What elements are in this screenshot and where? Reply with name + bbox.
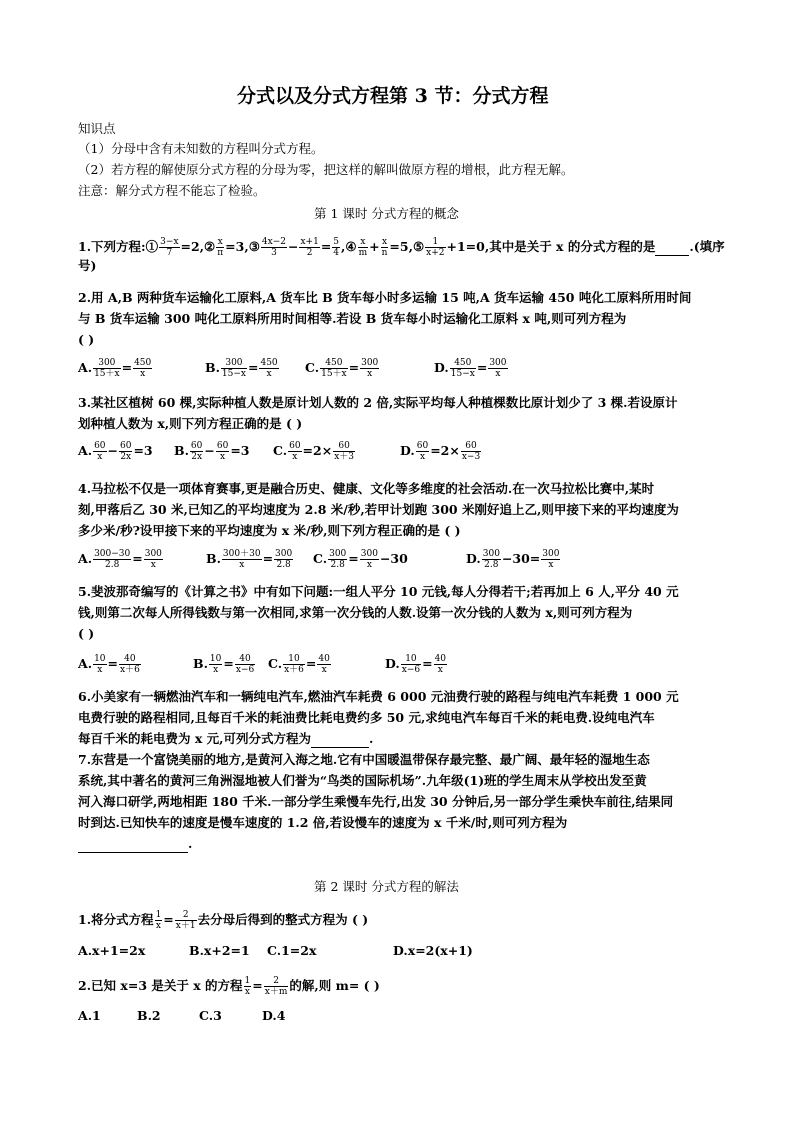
q1-text-8: +1=0,其中是关于 x 的分式方程的是 (446, 239, 656, 254)
q6-line3 (78, 731, 373, 748)
q5-option-a[interactable]: A. $\frac{10}{x}$ = $\frac{40}{x+6}$ (78, 654, 140, 675)
knowledge-point-1: （1）分母中含有未知数的方程叫分式方程。 (78, 141, 324, 156)
q1-prefix: 1.下列方程:① (78, 239, 159, 254)
q1-fraction-7: $\frac{x}{n}$ (381, 237, 388, 258)
q7-line5-tail: . (188, 836, 193, 851)
q4-option-c[interactable]: C. $\frac{300}{2.8}$ = $\frac{300}{x}$ −30 (313, 549, 408, 570)
s2q2-prefix: 2.已知 x=3 是关于 x 的方程 (78, 978, 243, 993)
s2q1-option-d[interactable]: D.x=2(x+1) (393, 943, 473, 958)
q3-option-b[interactable]: B. $\frac{60}{2x}$ − $\frac{60}{x}$ =3 (174, 441, 250, 462)
q6-line2: 电费行驶的路程相同,且每百千米的耗油费比耗电费约多 50 元,求纯电汽车每百千米的耗电费.设纯电汽车 (78, 710, 655, 725)
s2q2-left-fraction: $\frac{1}{x}$ (244, 976, 251, 997)
q2-line1: 2.用 A,B 两种货车运输化工原料,A 货车比 B 货车每小时多运输 15 吨,A 货车运输 450 吨化工原料所用时间 (78, 290, 692, 305)
q1-answer-blank[interactable] (655, 239, 689, 256)
q7-line3: 河入海口研学,两地相距 180 千米.一部分学生乘慢车先行,出发 30 分钟后,另一部分学生乘快车前往,结果同 (78, 794, 674, 809)
q4-line2: 刻,甲落后乙 30 米,已知乙的平均速度为 2.8 米/秒,若甲计划跑 300 米刚好追上乙,则甲接下来的平均速度为 (78, 502, 679, 517)
knowledge-point-2: （2）若方程的解使原分式方程的分母为零，把这样的解叫做原方程的增根，此方程无解。 (78, 162, 574, 177)
s2q2-suffix: 的解,则 m= ( ) (289, 978, 380, 993)
q1-text-4: = (320, 239, 332, 254)
q1-fraction-1: $\frac{3-x}{7}$ (160, 237, 179, 258)
q6-line3-tail: . (369, 731, 374, 746)
q1-fraction-2: $\frac{x}{\pi}$ (217, 237, 224, 258)
q1-text-5: ,④ (341, 239, 357, 254)
q4-line1: 4.马拉松不仅是一项体育赛事,更是融合历史、健康、文化等多维度的社会活动.在一次马拉松比赛中,某时 (78, 481, 655, 496)
q4-line3: 多少米/秒?设甲接下来的平均速度为 x 米/秒,则下列方程正确的是 ( ) (78, 523, 461, 538)
s2q2-option-a[interactable]: A.1 (78, 1008, 101, 1023)
knowledge-heading: 知识点 (78, 121, 116, 136)
q4-option-d[interactable]: D. $\frac{300}{2.8}$ −30= $\frac{300}{x}$ (466, 549, 560, 570)
q2-option-b[interactable]: B. $\frac{300}{15-x}$ = $\frac{450}{x}$ (205, 358, 278, 379)
q1-fraction-6: $\frac{x}{m}$ (358, 237, 368, 258)
q3-line2: 划种植人数为 x,则下列方程正确的是 ( ) (78, 416, 303, 431)
s2q1-equals: = (163, 912, 174, 927)
q5-option-c[interactable]: C. $\frac{10}{x+6}$ = $\frac{40}{x}$ (268, 654, 330, 675)
q5-line2: 钱,则第二次每人所得钱数与第一次相同,求第一次分钱的人数.设第一次分钱的人数为 x,则可列方程为 (78, 605, 633, 620)
s2q1-line (78, 910, 368, 931)
q1-text-7: =5,⑤ (389, 239, 425, 254)
q1-text-6: + (369, 239, 380, 254)
q1-text-1: =2,② (180, 239, 216, 254)
q1-line1 (78, 237, 725, 258)
q5-line3: ( ) (78, 626, 95, 641)
q7-line4: 时到达.已知快车的速度是慢车速度的 1.2 倍,若设慢车的速度为 x 千米/时,则可列方程为 (78, 815, 568, 830)
q1-text-3: − (287, 239, 299, 254)
q1-fraction-4: $\frac{x+1}{2}$ (300, 237, 319, 258)
s2q1-right-fraction: $\frac{2}{x+1}$ (175, 910, 196, 931)
q6-answer-blank[interactable] (311, 731, 369, 748)
page-title: 分式以及分式方程第 3 节：分式方程 (237, 85, 549, 107)
q2-option-a[interactable]: A. $\frac{300}{15+x}$ = $\frac{450}{x}$ (78, 358, 152, 379)
q5-line1: 5.斐波那奇编写的《计算之书》中有如下问题:一组人平分 10 元钱,每人分得若干;若再加上 6 人,平分 40 元 (78, 584, 679, 599)
s2q1-left-fraction: $\frac{1}{x}$ (155, 910, 162, 931)
q7-line5 (78, 836, 192, 853)
q3-option-c[interactable]: C. $\frac{60}{x}$ =2× $\frac{60}{x+3}$ (273, 441, 355, 462)
q1-text-2: =3,③ (225, 239, 260, 254)
s2q2-line (78, 976, 380, 997)
s2q2-right-fraction: $\frac{2}{x+m}$ (264, 976, 288, 997)
q4-option-b[interactable]: B. $\frac{300+30}{x}$ = $\frac{300}{2.8}$ (206, 549, 293, 570)
q1-fraction-8: $\frac{1}{x+2}$ (426, 237, 445, 258)
q6-line1: 6.小美家有一辆燃油汽车和一辆纯电汽车,燃油汽车耗费 6 000 元油费行驶的路程与纯电汽车耗费 1 000 元 (78, 689, 679, 704)
q1-fraction-3: $\frac{4x-2}{3}$ (261, 237, 286, 258)
q3-option-a[interactable]: A. $\frac{60}{x}$ − $\frac{60}{2x}$ =3 (78, 441, 153, 462)
s2q1-option-c[interactable]: C.1=2x (267, 943, 317, 958)
q2-option-d[interactable]: D. $\frac{450}{15-x}$ = $\frac{300}{x}$ (434, 358, 507, 379)
s2q2-equals: = (252, 978, 263, 993)
q1-tail: .(填序 (689, 239, 725, 254)
q5-option-b[interactable]: B. $\frac{10}{x}$ = $\frac{40}{x-6}$ (193, 654, 255, 675)
section-2-title: 第 2 课时 分式方程的解法 (314, 879, 459, 894)
s2q2-option-d[interactable]: D.4 (262, 1008, 286, 1023)
s2q1-option-b[interactable]: B.x+2=1 (189, 943, 250, 958)
s2q2-option-b[interactable]: B.2 (137, 1008, 161, 1023)
s2q1-option-a[interactable]: A.x+1=2x (78, 943, 146, 958)
q2-option-c[interactable]: C. $\frac{450}{15+x}$ = $\frac{300}{x}$ (305, 358, 379, 379)
s2q2-option-c[interactable]: C.3 (199, 1008, 222, 1023)
section-1-title: 第 1 课时 分式方程的概念 (314, 206, 459, 221)
q4-option-a[interactable]: A. $\frac{300-30}{2.8}$ = $\frac{300}{x}$ (78, 549, 162, 570)
q2-line2: 与 B 货车运输 300 吨化工原料所用时间相等.若设 B 货车每小时运输化工原料 x 吨,则可列方程为 (78, 311, 627, 326)
q1-fraction-5: $\frac{5}{4}$ (333, 237, 340, 258)
q7-line2: 系统,其中著名的黄河三角洲湿地被人们誉为“鸟类的国际机场”.九年级(1)班的学生周末从学校出发至黄 (78, 773, 647, 788)
q7-line1: 7.东营是一个富饶美丽的地方,是黄河入海之地.它有中国暖温带保存最完整、最广阔、最年轻的湿地生态 (78, 752, 650, 767)
knowledge-note: 注意：解分式方程不能忘了检验。 (78, 183, 266, 198)
q7-answer-blank[interactable] (78, 836, 188, 853)
s2q1-prefix: 1.将分式方程 (78, 912, 154, 927)
q1-line2: 号) (78, 258, 97, 273)
q3-line1: 3.某社区植树 60 棵,实际种植人数是原计划人数的 2 倍,实际平均每人种植棵数比原计划少了 3 棵.若设原计 (78, 395, 678, 410)
q3-option-d[interactable]: D. $\frac{60}{x}$ =2× $\frac{60}{x-3}$ (400, 441, 481, 462)
s2q1-suffix: 去分母后得到的整式方程为 ( ) (197, 912, 369, 927)
q2-line3: ( ) (78, 332, 95, 347)
q6-line3-text: 每百千米的耗电费为 x 元,可列分式方程为 (78, 731, 312, 746)
q5-option-d[interactable]: D. $\frac{10}{x-6}$ = $\frac{40}{x}$ (385, 654, 447, 675)
